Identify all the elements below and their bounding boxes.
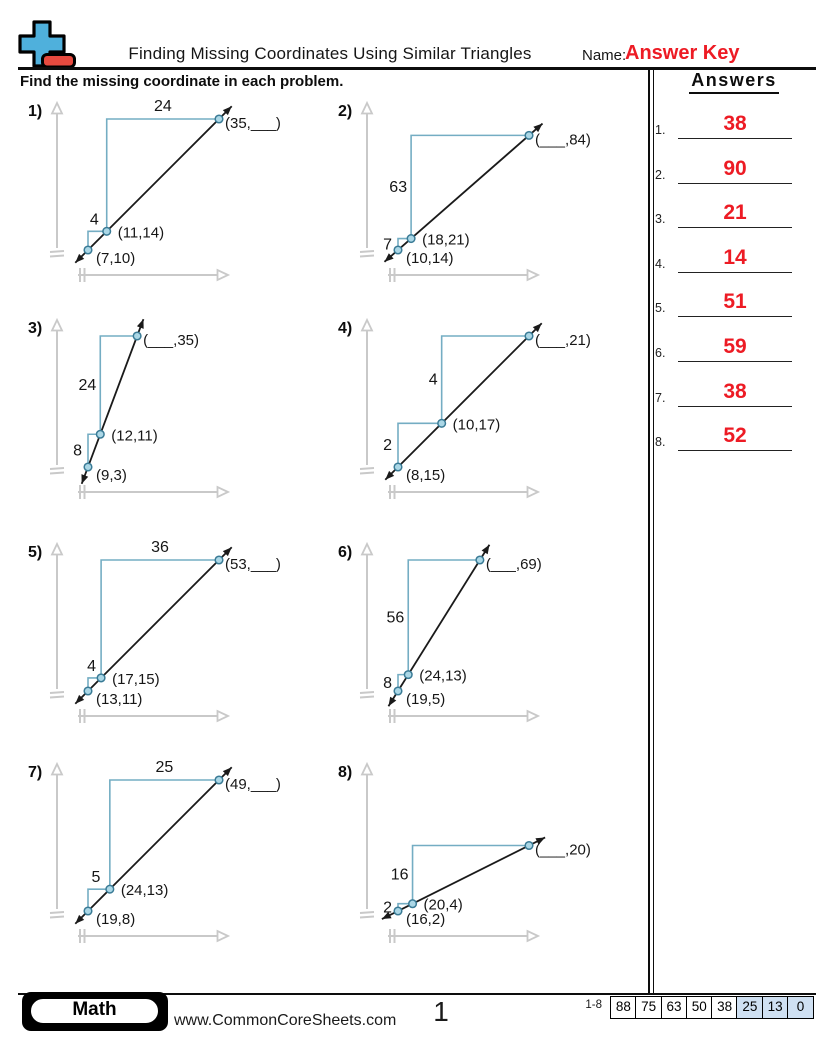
point-a-marker — [394, 463, 402, 471]
score-cell: 63 — [661, 996, 688, 1019]
point-a-label: (9,3) — [96, 467, 127, 484]
answer-number: 1. — [655, 123, 666, 137]
answer-number: 8. — [655, 435, 666, 450]
point-a-marker — [84, 246, 92, 254]
problem-5-diagram — [20, 536, 320, 741]
problem-number: 1) — [28, 103, 43, 120]
large-leg-label: 25 — [155, 759, 174, 776]
instructions-text: Find the missing coordinate in each problem. — [20, 73, 344, 90]
point-b-marker — [103, 227, 111, 235]
point-a-marker — [84, 687, 92, 695]
problem-number: 8) — [338, 764, 353, 781]
website-text: www.CommonCoreSheets.com — [174, 1012, 397, 1029]
logo-minus-icon — [43, 55, 75, 68]
y-axis-arrowhead-icon — [52, 764, 62, 775]
x-axis-arrowhead-icon — [218, 487, 229, 497]
answer-number: 3. — [655, 212, 666, 227]
answer-row — [655, 201, 792, 228]
point-c-marker — [133, 332, 141, 340]
point-b-marker — [97, 674, 105, 682]
problem-2 — [330, 95, 630, 300]
answer-row — [655, 290, 792, 317]
y-axis-break — [360, 697, 374, 698]
page-title: Finding Missing Coordinates Using Similar Triangles — [128, 44, 532, 63]
name-value-answer-key: Answer Key — [625, 42, 740, 64]
main-line — [82, 319, 144, 484]
point-a-label: (8,15) — [406, 467, 446, 484]
y-axis-break — [360, 917, 374, 918]
large-leg-label: 4 — [428, 371, 438, 389]
x-axis-arrowhead-icon — [218, 270, 229, 280]
score-cell: 13 — [762, 996, 789, 1019]
problem-number: 3) — [28, 320, 43, 337]
answer-number: 2. — [655, 167, 666, 182]
math-badge-label: Math — [29, 997, 160, 1025]
score-table — [610, 996, 814, 1019]
point-b-marker — [407, 235, 415, 243]
point-b-label: (10,17) — [452, 416, 501, 434]
score-cell: 0 — [787, 996, 814, 1019]
large-leg-label: 63 — [389, 178, 408, 196]
problem-1-diagram — [20, 95, 320, 300]
commoncoresheets-logo — [17, 15, 79, 69]
y-axis-arrowhead-icon — [362, 764, 372, 775]
point-c-label: (49,___) — [225, 776, 281, 793]
y-axis-break — [360, 251, 374, 252]
point-c-marker — [476, 556, 484, 564]
point-a-label: (19,8) — [96, 911, 136, 928]
x-axis-arrowhead-icon — [528, 711, 539, 721]
problem-8 — [330, 756, 630, 961]
y-axis-arrowhead-icon — [362, 320, 372, 331]
answer-value: 21 — [678, 201, 792, 228]
x-axis-arrowhead-icon — [528, 487, 539, 497]
y-axis-break — [360, 256, 374, 257]
point-b-label: (11,14) — [117, 224, 165, 242]
line-arrowhead — [137, 319, 144, 329]
point-c-marker — [525, 842, 533, 850]
point-b-marker — [438, 420, 446, 428]
y-axis-arrowhead-icon — [52, 103, 62, 114]
point-c-label: (___,20) — [535, 841, 591, 859]
point-a-marker — [394, 687, 402, 695]
y-axis-arrowhead-icon — [52, 320, 62, 331]
point-c-label: (___,35) — [143, 332, 199, 349]
point-b-marker — [106, 885, 114, 893]
y-axis-break — [360, 692, 374, 693]
answers-separator-line — [648, 69, 650, 994]
point-c-marker — [525, 132, 533, 140]
y-axis-break — [50, 473, 64, 474]
problem-6-diagram — [330, 536, 630, 741]
answer-row — [655, 157, 792, 184]
problem-4-diagram — [330, 312, 630, 517]
point-a-marker — [394, 907, 402, 915]
main-line — [385, 323, 541, 479]
small-leg-label: 2 — [383, 437, 392, 455]
large-leg-label: 24 — [78, 377, 97, 395]
problem-number: 7) — [28, 764, 43, 781]
x-axis-arrowhead-icon — [528, 270, 539, 280]
small-leg-label: 4 — [89, 211, 99, 229]
answer-value: 52 — [678, 424, 792, 451]
page-number: 1 — [433, 996, 449, 1027]
answer-number: 4. — [655, 256, 666, 271]
point-c-label: (___,21) — [535, 332, 591, 349]
line-arrowhead — [81, 474, 88, 484]
problem-6 — [330, 536, 630, 741]
large-leg-label: 36 — [151, 539, 169, 556]
answer-value: 90 — [678, 157, 792, 184]
y-axis-break — [50, 697, 64, 698]
problem-3-diagram — [20, 312, 320, 517]
small-leg-label: 7 — [383, 236, 392, 254]
line-arrowhead — [388, 697, 396, 707]
answer-row — [655, 112, 792, 139]
point-b-marker — [404, 671, 412, 679]
answer-value: 38 — [678, 112, 792, 139]
small-leg-label: 2 — [383, 899, 392, 917]
y-axis-break — [50, 912, 64, 913]
name-label: Name: — [582, 47, 627, 64]
x-axis-arrowhead-icon — [218, 711, 229, 721]
small-leg-label: 5 — [91, 869, 101, 887]
point-c-label: (___,84) — [535, 131, 591, 149]
point-b-label: (24,13) — [419, 667, 467, 685]
point-c-marker — [215, 776, 223, 784]
point-b-label: (20,4) — [423, 896, 463, 914]
problem-number: 5) — [28, 544, 43, 561]
problem-5 — [20, 536, 320, 741]
point-c-label: (35,___) — [225, 115, 281, 132]
problem-7 — [20, 756, 320, 961]
y-axis-arrowhead-icon — [362, 544, 372, 555]
point-b-marker — [96, 430, 104, 438]
score-cell: 88 — [610, 996, 637, 1019]
point-c-label: (___,69) — [485, 556, 542, 573]
point-a-marker — [84, 907, 92, 915]
point-c-marker — [215, 115, 223, 123]
answer-value: 38 — [678, 380, 792, 407]
point-b-label: (24,13) — [120, 882, 169, 900]
y-axis-arrowhead-icon — [52, 544, 62, 555]
score-cell: 50 — [686, 996, 713, 1019]
answers-title: Answers — [689, 70, 779, 94]
score-cell: 25 — [736, 996, 763, 1019]
answer-row — [655, 246, 792, 273]
x-axis-arrowhead-icon — [528, 931, 539, 941]
point-b-label: (17,15) — [112, 670, 160, 688]
problem-number: 4) — [338, 320, 353, 337]
answers-header — [652, 70, 816, 94]
point-a-label: (13,11) — [96, 691, 143, 708]
math-badge — [22, 992, 168, 1031]
answer-number: 5. — [655, 301, 666, 316]
y-axis-break — [360, 468, 374, 469]
y-axis-break — [50, 917, 64, 918]
point-b-label: (18,21) — [422, 231, 470, 249]
score-cell: 75 — [635, 996, 662, 1019]
answer-row — [655, 380, 792, 407]
y-axis-arrowhead-icon — [362, 103, 372, 114]
answer-value: 51 — [678, 290, 792, 317]
large-leg-label: 16 — [390, 866, 409, 884]
line-arrowhead — [482, 545, 490, 555]
problem-1 — [20, 95, 320, 300]
point-c-marker — [215, 556, 223, 564]
small-leg-label: 8 — [383, 674, 392, 692]
answer-row — [655, 424, 792, 451]
problem-7-diagram — [20, 756, 320, 961]
point-a-label: (7,10) — [96, 250, 136, 267]
large-leg-label: 56 — [386, 609, 405, 627]
large-leg-label: 24 — [153, 98, 172, 115]
answer-number: 6. — [655, 346, 666, 360]
y-axis-break — [50, 692, 64, 693]
problem-2-diagram — [330, 95, 630, 300]
point-a-marker — [84, 463, 92, 471]
main-line — [75, 767, 231, 923]
point-c-label: (53,___) — [225, 556, 281, 573]
y-axis-break — [360, 473, 374, 474]
point-a-label: (10,14) — [406, 250, 454, 267]
answers-separator-line — [653, 69, 655, 994]
y-axis-break — [50, 468, 64, 469]
problem-number: 6) — [338, 544, 353, 561]
point-a-label: (19,5) — [406, 691, 446, 708]
answer-row — [655, 335, 792, 362]
y-axis-break — [50, 251, 64, 252]
problem-3 — [20, 312, 320, 517]
y-axis-break — [360, 912, 374, 913]
answer-value: 59 — [678, 335, 792, 362]
problem-number: 2) — [338, 103, 353, 120]
problem-4 — [330, 312, 630, 517]
point-a-marker — [394, 246, 402, 254]
point-b-marker — [409, 900, 417, 908]
score-range-label: 1-8 — [585, 999, 602, 1011]
small-leg-label: 4 — [87, 657, 97, 675]
small-leg-label: 8 — [73, 442, 82, 460]
score-cell: 38 — [711, 996, 738, 1019]
point-a-label: (16,2) — [406, 911, 446, 928]
answer-value: 14 — [678, 246, 792, 273]
point-b-label: (12,11) — [111, 427, 158, 445]
y-axis-break — [50, 256, 64, 257]
answer-number: 7. — [655, 390, 666, 405]
point-c-marker — [525, 332, 533, 340]
problem-8-diagram — [330, 756, 630, 961]
x-axis-arrowhead-icon — [218, 931, 229, 941]
